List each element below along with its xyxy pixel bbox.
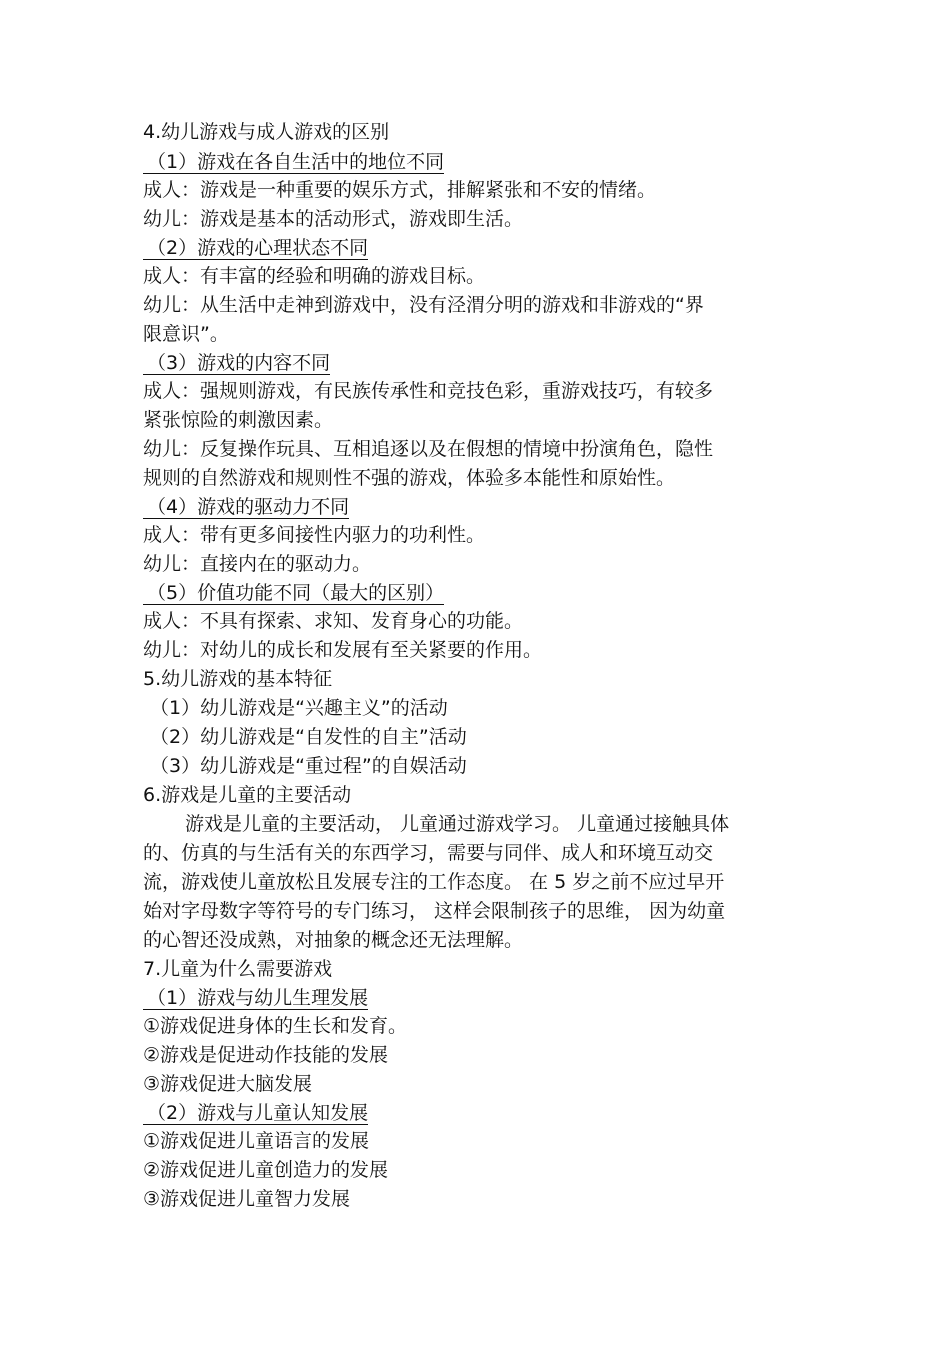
- text-line: 幼儿：反复操作玩具、互相追逐以及在假想的情境中扮演角色，隐性: [143, 438, 714, 460]
- section-heading-5: 5.幼儿游戏的基本特征: [143, 668, 333, 690]
- list-item: ②游戏促进儿童创造力的发展: [143, 1159, 389, 1181]
- subheading-4: （4）游戏的驱动力不同: [143, 496, 349, 519]
- text-line: 成人：游戏是一种重要的娱乐方式，排解紧张和不安的情绪。: [143, 179, 657, 201]
- subheading-3: （3）游戏的内容不同: [143, 352, 330, 375]
- text-line: 成人：带有更多间接性内驱力的功利性。: [143, 524, 486, 546]
- list-item: （3）幼儿游戏是“重过程”的自娱活动: [150, 755, 467, 777]
- list-item: ②游戏是促进动作技能的发展: [143, 1044, 389, 1066]
- paragraph-line: 游戏是儿童的主要活动， 儿童通过游戏学习。 儿童通过接触具体: [185, 813, 730, 835]
- text-line: 规则的自然游戏和规则性不强的游戏，体验多本能性和原始性。: [143, 467, 676, 489]
- paragraph-line: 的心智还没成熟，对抽象的概念还无法理解。: [143, 929, 524, 951]
- subheading-1: （1）游戏在各自生活中的地位不同: [143, 151, 444, 174]
- paragraph-line: 始对字母数字等符号的专门练习， 这样会限制孩子的思维， 因为幼童: [143, 900, 726, 922]
- text-line: 成人：强规则游戏，有民族传承性和竞技色彩，重游戏技巧，有较多: [143, 380, 714, 402]
- list-item: ③游戏促进大脑发展: [143, 1073, 313, 1095]
- subheading-7-2: （2）游戏与儿童认知发展: [143, 1102, 368, 1125]
- list-item: ①游戏促进儿童语言的发展: [143, 1130, 370, 1152]
- text-line: 限意识”。: [143, 323, 229, 345]
- text-line: 幼儿：对幼儿的成长和发展有至关紧要的作用。: [143, 639, 543, 661]
- text-line: 成人：不具有探索、求知、发育身心的功能。: [143, 610, 524, 632]
- section-heading-7: 7.儿童为什么需要游戏: [143, 958, 333, 980]
- text-line: 紧张惊险的刺激因素。: [143, 409, 334, 431]
- text-line: 幼儿：游戏是基本的活动形式，游戏即生活。: [143, 208, 524, 230]
- list-item: ③游戏促进儿童智力发展: [143, 1188, 351, 1210]
- paragraph-line: 流，游戏使儿童放松且发展专注的工作态度。 在 5 岁之前不应过早开: [143, 871, 725, 893]
- subheading-2: （2）游戏的心理状态不同: [143, 237, 368, 260]
- text-line: 成人：有丰富的经验和明确的游戏目标。: [143, 265, 486, 287]
- subheading-7-1: （1）游戏与幼儿生理发展: [143, 987, 368, 1010]
- paragraph-line: 的、仿真的与生活有关的东西学习，需要与同伴、成人和环境互动交: [143, 842, 714, 864]
- section-heading-6: 6.游戏是儿童的主要活动: [143, 784, 352, 806]
- list-item: ①游戏促进身体的生长和发育。: [143, 1015, 408, 1037]
- list-item: （1）幼儿游戏是“兴趣主义”的活动: [150, 697, 448, 719]
- section-heading-4: 4.幼儿游戏与成人游戏的区别: [143, 121, 390, 143]
- text-line: 幼儿：从生活中走神到游戏中，没有泾渭分明的游戏和非游戏的“界: [143, 294, 704, 316]
- list-item: （2）幼儿游戏是“自发性的自主”活动: [150, 726, 467, 748]
- text-line: 幼儿：直接内在的驱动力。: [143, 553, 372, 575]
- subheading-5: （5）价值功能不同（最大的区别）: [143, 582, 444, 605]
